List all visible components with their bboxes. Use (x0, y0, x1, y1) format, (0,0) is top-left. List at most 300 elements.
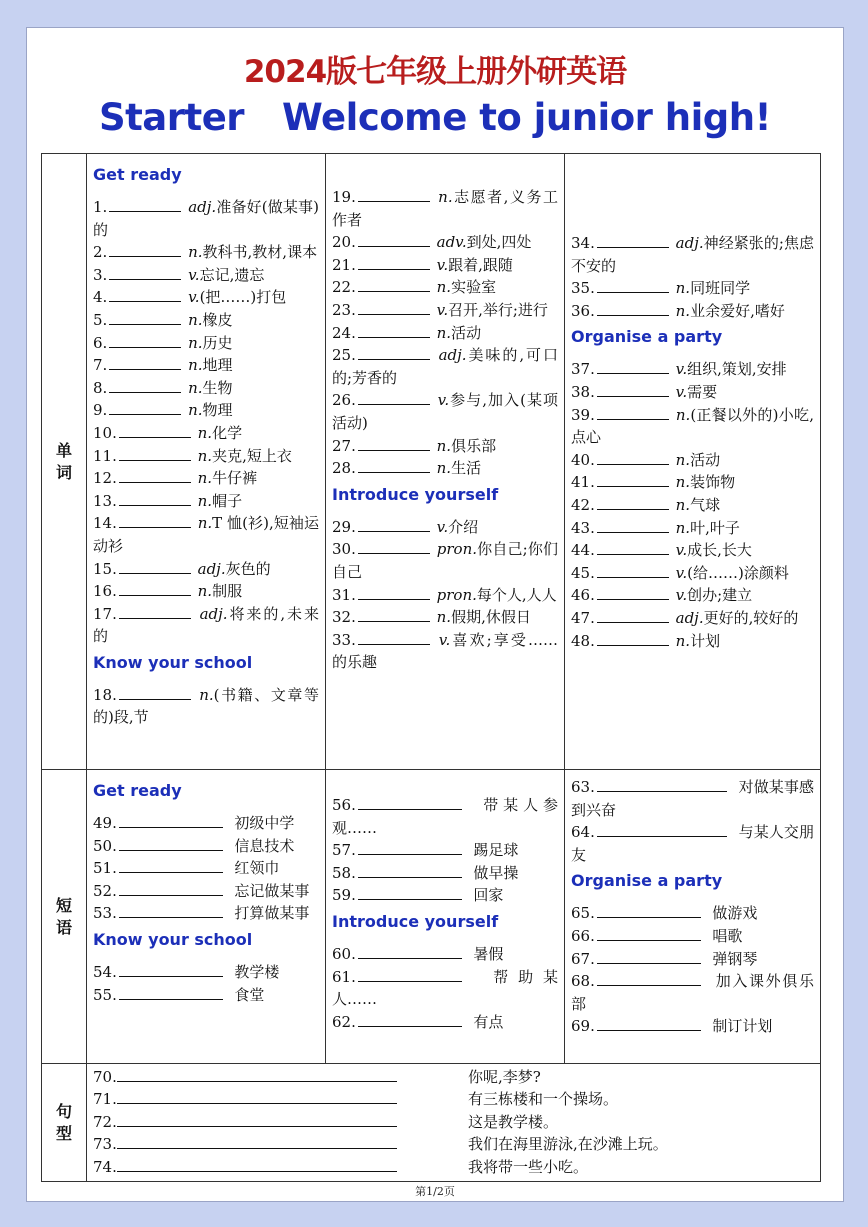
answer-blank[interactable] (358, 517, 430, 532)
vocab-item (93, 445, 319, 468)
answer-blank[interactable] (597, 585, 669, 600)
chinese-meaning: 带某人参观…… (332, 796, 558, 837)
sentences-cell (87, 1064, 821, 1182)
chinese-meaning: 橡皮 (202, 310, 233, 329)
item-number: 51. (93, 859, 117, 878)
vocab-item (93, 422, 319, 445)
chinese-meaning: 准备好(做某事)的 (93, 198, 319, 239)
phrase-item (332, 943, 558, 966)
part-of-speech: n. (197, 423, 213, 442)
item-number: 24. (332, 323, 356, 342)
part-of-speech: adj. (188, 198, 217, 216)
chinese-meaning: 打算做某事 (234, 904, 310, 923)
words-col-1 (87, 154, 326, 770)
chinese-meaning: 业余爱好,嗜好 (690, 301, 785, 320)
answer-blank[interactable] (117, 1157, 397, 1172)
answer-blank[interactable] (597, 822, 727, 837)
phrases-label (42, 770, 87, 1064)
vocab-item (332, 584, 558, 607)
item-number: 69. (571, 1017, 595, 1036)
item-number: 64. (571, 823, 595, 842)
part-of-speech: n. (197, 491, 213, 510)
item-number: 2. (93, 243, 108, 262)
vocab-item (571, 584, 814, 607)
chinese-meaning: 需要 (687, 382, 718, 401)
answer-blank[interactable] (358, 944, 462, 959)
part-of-speech: n. (675, 279, 691, 298)
answer-blank[interactable] (358, 436, 430, 451)
part-of-speech: n. (438, 188, 453, 206)
chinese-meaning: 忘记,遗忘 (199, 265, 265, 284)
item-number: 39. (571, 405, 595, 424)
vocab-item (571, 471, 814, 494)
chinese-meaning: 食堂 (234, 985, 265, 1004)
vocab-item (332, 299, 558, 322)
answer-blank[interactable] (358, 345, 430, 360)
item-number: 14. (93, 514, 117, 533)
part-of-speech: v. (436, 517, 449, 536)
part-of-speech: v. (436, 255, 449, 274)
answer-blank[interactable] (358, 300, 430, 315)
answer-blank[interactable] (109, 242, 181, 257)
chinese-meaning: 俱乐部 (451, 436, 497, 455)
chinese-meaning: 气球 (690, 495, 721, 514)
phrase-item (571, 970, 814, 1015)
section-header: Get ready (93, 781, 182, 800)
vocab-item (332, 276, 558, 299)
section-header: Introduce yourself (332, 484, 499, 504)
worksheet-title: 2024版七年级上册外研英语 (243, 54, 627, 90)
part-of-speech: n. (188, 378, 203, 397)
answer-blank[interactable] (597, 631, 669, 646)
vocab-item (332, 344, 558, 389)
vocab-item (93, 558, 319, 581)
item-number: 9. (93, 401, 108, 420)
chinese-meaning: 弹钢琴 (712, 949, 758, 968)
answer-blank[interactable] (119, 604, 191, 619)
chinese-meaning: 夹克,短上衣 (212, 446, 292, 465)
chinese-meaning: 教科书,教材,课本 (202, 243, 318, 262)
vocab-item (93, 241, 319, 264)
phrase-item (93, 984, 319, 1007)
chinese-meaning: 物理 (202, 401, 233, 420)
answer-blank[interactable] (119, 423, 191, 438)
item-number: 53. (93, 904, 117, 923)
item-number: 17. (93, 604, 117, 623)
chinese-meaning: 做早操 (473, 863, 519, 882)
section-header: Get ready (93, 165, 182, 184)
sentences-section-label (42, 1101, 86, 1145)
section-header: Know your school (93, 929, 253, 949)
item-number: 34. (571, 234, 595, 252)
chinese-meaning: 忘记做某事 (234, 881, 310, 900)
sentence-item (93, 1156, 814, 1178)
phrase-item (571, 925, 814, 948)
part-of-speech: v. (437, 391, 450, 410)
answer-blank[interactable] (597, 608, 669, 623)
chinese-meaning: 回家 (473, 886, 504, 905)
answer-blank[interactable] (119, 559, 191, 574)
item-number: 5. (93, 310, 108, 329)
answer-blank[interactable] (597, 971, 701, 986)
answer-blank[interactable] (597, 382, 669, 397)
answer-blank[interactable] (119, 513, 191, 528)
vocab-item (332, 389, 558, 434)
unit-label: Starter (98, 96, 245, 139)
item-number: 62. (332, 1012, 356, 1031)
phrase-item (571, 1015, 814, 1038)
answer-blank[interactable] (119, 985, 223, 1000)
vocab-item (332, 435, 558, 458)
chinese-meaning: 成长,长大 (687, 541, 752, 560)
part-of-speech: v. (675, 360, 688, 379)
item-number: 38. (571, 382, 595, 401)
answer-blank[interactable] (109, 378, 181, 393)
sentences-section-label-char: 型 (55, 1123, 72, 1143)
answer-blank[interactable] (597, 563, 669, 578)
chinese-meaning: 你自己;你们自己 (332, 540, 558, 581)
chinese-meaning: 生活 (451, 459, 482, 478)
chinese-meaning: 化学 (212, 423, 243, 442)
answer-blank[interactable] (358, 630, 430, 645)
phrases-row (42, 770, 821, 1064)
answer-blank[interactable] (358, 277, 430, 292)
sentence-item (93, 1111, 814, 1133)
answer-blank[interactable] (109, 400, 181, 415)
part-of-speech: adj. (675, 608, 704, 627)
words-section-label-char: 词 (55, 462, 72, 482)
answer-blank[interactable] (358, 840, 462, 855)
chinese-meaning: 信息技术 (234, 836, 295, 855)
part-of-speech: n. (197, 514, 213, 533)
phrases-col-1 (87, 770, 326, 1064)
phrase-item (332, 966, 558, 1011)
answer-blank[interactable] (358, 863, 462, 878)
item-number: 49. (93, 814, 117, 832)
answer-blank[interactable] (358, 390, 430, 405)
answer-blank[interactable] (119, 468, 191, 483)
vocab-item (332, 254, 558, 277)
unit-topic: Welcome to junior high! (282, 96, 772, 139)
chinese-meaning: T 恤(衫),短袖运动衫 (93, 514, 319, 555)
vocab-item (571, 232, 814, 277)
answer-blank[interactable] (597, 949, 701, 964)
phrase-item (571, 821, 814, 866)
phrases-col-3 (565, 770, 821, 1064)
part-of-speech: v. (188, 288, 200, 307)
item-number: 44. (571, 541, 595, 560)
phrase-item (93, 835, 319, 858)
answer-blank[interactable] (597, 518, 669, 533)
chinese-meaning: 参与,加入(某项活动) (332, 391, 558, 432)
item-number: 72. (93, 1112, 117, 1131)
answer-blank[interactable] (597, 903, 701, 918)
answer-blank[interactable] (117, 1112, 397, 1127)
vocab-item (93, 490, 319, 513)
chinese-meaning: 帮助某人…… (332, 967, 558, 1009)
part-of-speech: n. (436, 323, 452, 342)
vocab-item (571, 539, 814, 562)
part-of-speech: n. (675, 405, 691, 424)
answer-blank[interactable] (109, 287, 181, 302)
part-of-speech: v. (188, 265, 200, 284)
part-of-speech: adv. (436, 233, 467, 252)
part-of-speech: n. (436, 436, 452, 455)
item-number: 70. (93, 1068, 117, 1086)
item-number: 10. (93, 423, 117, 442)
answer-blank[interactable] (119, 813, 223, 828)
sentence-item (93, 1133, 814, 1155)
part-of-speech: v. (436, 300, 449, 319)
item-number: 25. (332, 346, 356, 365)
item-number: 8. (93, 378, 108, 397)
item-number: 45. (571, 563, 595, 582)
answer-blank[interactable] (597, 472, 669, 487)
answer-blank[interactable] (597, 233, 669, 248)
part-of-speech: v. (675, 382, 688, 401)
answer-blank[interactable] (358, 607, 430, 622)
vocab-item (571, 404, 814, 449)
answer-blank[interactable] (109, 310, 181, 325)
chinese-meaning: 生物 (202, 378, 233, 397)
unit-title (27, 96, 843, 139)
chinese-meaning: 帽子 (212, 491, 243, 510)
answer-blank[interactable] (119, 581, 191, 596)
item-number: 31. (332, 585, 356, 604)
answer-blank[interactable] (119, 491, 191, 506)
chinese-sentence: 有三栋楼和一个操场。 (468, 1090, 619, 1109)
chinese-meaning: 教学楼 (234, 962, 280, 981)
item-number: 74. (93, 1157, 117, 1176)
part-of-speech: v. (438, 630, 451, 649)
chinese-meaning: 地理 (202, 356, 233, 375)
answer-blank[interactable] (597, 405, 669, 420)
item-number: 48. (571, 631, 595, 650)
chinese-meaning: 活动 (690, 450, 721, 469)
item-number: 55. (93, 985, 117, 1004)
part-of-speech: n. (197, 446, 213, 465)
chinese-sentence: 这是教学楼。 (468, 1112, 559, 1131)
vocab-item (332, 538, 558, 583)
answer-blank[interactable] (358, 795, 462, 810)
sentences-row (42, 1064, 821, 1182)
answer-blank[interactable] (358, 232, 430, 247)
chinese-meaning: 制服 (212, 582, 243, 601)
sentences-label (42, 1064, 87, 1182)
item-number: 4. (93, 288, 108, 307)
item-number: 27. (332, 436, 356, 455)
chinese-meaning: 活动 (451, 323, 482, 342)
answer-blank[interactable] (358, 187, 430, 202)
part-of-speech: v. (675, 563, 688, 582)
item-number: 58. (332, 863, 356, 882)
answer-blank[interactable] (597, 495, 669, 510)
part-of-speech: n. (188, 356, 203, 375)
answer-blank[interactable] (119, 903, 223, 918)
answer-blank[interactable] (597, 1016, 701, 1031)
item-number: 3. (93, 265, 108, 284)
part-of-speech: n. (675, 301, 691, 320)
chinese-meaning: 到处,四处 (466, 233, 532, 252)
answer-blank[interactable] (358, 885, 462, 900)
phrase-item (93, 880, 319, 903)
vocab-item (571, 381, 814, 404)
phrase-item (332, 862, 558, 885)
chinese-meaning: 灰色的 (225, 559, 271, 578)
answer-blank[interactable] (117, 1067, 397, 1082)
answer-blank[interactable] (358, 255, 430, 270)
part-of-speech: n. (436, 608, 452, 627)
item-number: 22. (332, 278, 356, 297)
vocab-item (93, 580, 319, 603)
chinese-meaning: 召开,举行;进行 (448, 300, 548, 319)
phrase-item (332, 839, 558, 862)
part-of-speech: n. (197, 469, 213, 488)
chinese-meaning: 初级中学 (234, 814, 295, 832)
vocab-item (332, 231, 558, 254)
part-of-speech: n. (675, 495, 691, 514)
answer-blank[interactable] (358, 539, 430, 554)
part-of-speech: v. (675, 586, 688, 605)
chinese-meaning: 创办;建立 (687, 586, 753, 605)
words-label (42, 154, 87, 770)
phrase-item (571, 776, 814, 821)
vocab-item (93, 603, 319, 648)
section-header: Organise a party (571, 871, 723, 891)
sentence-item (93, 1088, 814, 1110)
item-number: 41. (571, 473, 595, 492)
chinese-meaning: 更好的,较好的 (703, 608, 799, 627)
answer-blank[interactable] (358, 1012, 462, 1027)
item-number: 65. (571, 904, 595, 923)
answer-blank[interactable] (597, 450, 669, 465)
chinese-sentence: 我们在海里游泳,在沙滩上玩。 (468, 1135, 668, 1154)
answer-blank[interactable] (358, 585, 430, 600)
part-of-speech: pron. (436, 540, 478, 559)
part-of-speech: n. (436, 459, 452, 478)
chinese-meaning: 踢足球 (473, 841, 519, 860)
answer-blank[interactable] (109, 265, 181, 280)
item-number: 15. (93, 559, 117, 578)
chinese-meaning: 介绍 (448, 517, 479, 536)
answer-blank[interactable] (117, 1089, 397, 1104)
vocab-item (93, 512, 319, 557)
part-of-speech: v. (675, 541, 688, 560)
chinese-sentence: 你呢,李梦? (468, 1068, 541, 1086)
answer-blank[interactable] (597, 926, 701, 941)
item-number: 12. (93, 469, 117, 488)
vocab-item (571, 300, 814, 323)
item-number: 68. (571, 972, 595, 991)
answer-blank[interactable] (109, 355, 181, 370)
item-number: 21. (332, 255, 356, 274)
item-number: 59. (332, 886, 356, 905)
item-number: 50. (93, 836, 117, 855)
item-number: 47. (571, 608, 595, 627)
answer-blank[interactable] (119, 446, 191, 461)
vocab-item (332, 322, 558, 345)
phrase-item (93, 857, 319, 880)
answer-blank[interactable] (119, 858, 223, 873)
item-number: 36. (571, 301, 595, 320)
sentence-item (93, 1066, 814, 1088)
chinese-meaning: 神经紧张的;焦虑不安的 (571, 234, 814, 275)
vocabulary-table (41, 153, 821, 1182)
item-number: 56. (332, 796, 356, 814)
phrases-section-label-char: 语 (55, 917, 72, 937)
answer-blank[interactable] (119, 881, 223, 896)
section-header: Introduce yourself (332, 911, 499, 931)
answer-blank[interactable] (109, 333, 181, 348)
chinese-meaning: 美味的,可口的;芳香的 (332, 346, 558, 387)
answer-blank[interactable] (597, 301, 669, 316)
words-col-3 (565, 154, 821, 770)
item-number: 57. (332, 841, 356, 860)
chinese-sentence: 我将带一些小吃。 (468, 1157, 589, 1176)
item-number: 37. (571, 360, 595, 379)
answer-blank[interactable] (597, 777, 727, 792)
answer-blank[interactable] (358, 458, 430, 473)
answer-blank[interactable] (358, 323, 430, 338)
item-number: 66. (571, 926, 595, 945)
part-of-speech: n. (436, 278, 452, 297)
chinese-meaning: 与某人交朋友 (571, 823, 814, 864)
vocab-item (93, 684, 319, 729)
answer-blank[interactable] (109, 197, 181, 212)
answer-blank[interactable] (597, 278, 669, 293)
answer-blank[interactable] (117, 1134, 397, 1149)
item-number: 63. (571, 778, 595, 796)
vocab-item (332, 516, 558, 539)
item-number: 16. (93, 582, 117, 601)
chinese-meaning: 制订计划 (712, 1017, 773, 1036)
chinese-meaning: 计划 (690, 631, 721, 650)
item-number: 71. (93, 1090, 117, 1109)
phrase-item (93, 902, 319, 925)
answer-blank[interactable] (358, 967, 462, 982)
chinese-meaning: 组织,策划,安排 (687, 360, 787, 379)
answer-blank[interactable] (597, 540, 669, 555)
phrase-item (332, 794, 558, 839)
chinese-meaning: 志愿者,义务工作者 (332, 188, 558, 229)
item-number: 54. (93, 962, 117, 981)
answer-blank[interactable] (119, 685, 191, 700)
item-number: 11. (93, 446, 117, 465)
item-number: 13. (93, 491, 117, 510)
chinese-meaning: (正餐以外的)小吃,点心 (571, 405, 814, 447)
answer-blank[interactable] (119, 962, 223, 977)
part-of-speech: n. (199, 685, 214, 704)
vocab-item (93, 196, 319, 241)
item-number: 52. (93, 881, 117, 900)
item-number: 19. (332, 188, 356, 206)
item-number: 26. (332, 391, 356, 410)
vocab-item (93, 399, 319, 422)
answer-blank[interactable] (119, 836, 223, 851)
chinese-meaning: 红领巾 (234, 859, 280, 878)
page-number: 第1/2页 (415, 1185, 455, 1198)
item-number: 35. (571, 279, 595, 298)
item-number: 30. (332, 540, 356, 559)
item-number: 61. (332, 967, 356, 986)
part-of-speech: n. (188, 243, 203, 262)
part-of-speech: n. (188, 310, 203, 329)
chinese-meaning: 加入课外俱乐部 (571, 972, 814, 1013)
part-of-speech: n. (197, 582, 213, 601)
worksheet-page (26, 27, 844, 1202)
item-number: 32. (332, 608, 356, 627)
answer-blank[interactable] (597, 359, 669, 374)
